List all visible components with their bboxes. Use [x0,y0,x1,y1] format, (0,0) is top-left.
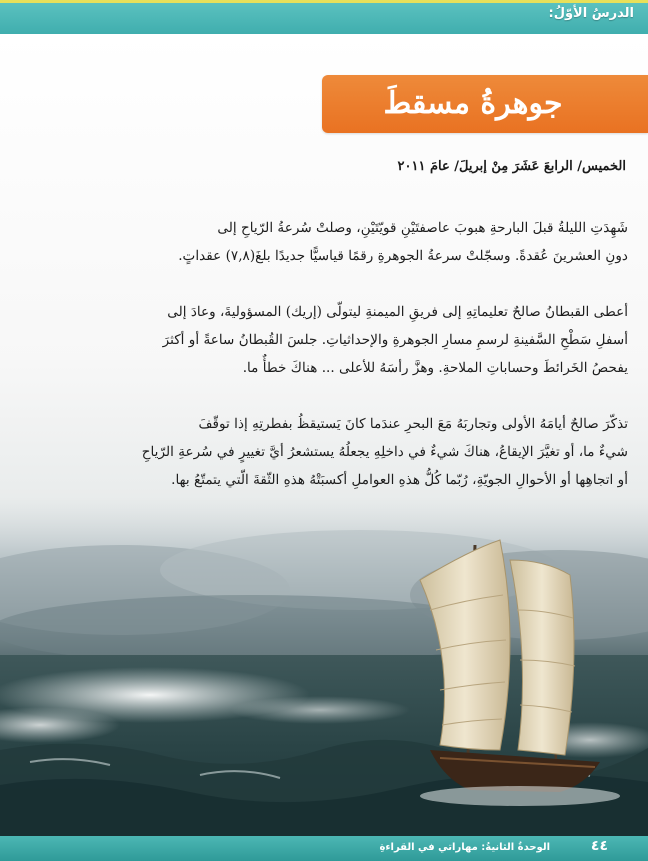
stormy-sea-ship-illustration [0,500,648,840]
text-line: شيءٌ ما، أو تغيَّرَ الإيقاعُ، هناكَ شيءٌ في داخلِهِ يجعلُهُ يستشعرُ أيَّ تغييرٍ في سُرعةِ الرّياحِ [141,444,628,460]
footer-band [0,836,648,861]
text-line: أعطى القبطانُ صالحٌ تعليماتِهِ إلى فريقِ الميمنةِ ليتولّى (إريك) المسؤوليةَ، وعادَ إلى [167,304,628,320]
paragraph-3 [20,410,628,494]
lesson-label: الدرسُ الأوّلُ: [548,6,634,21]
text-line: دونِ العشرينَ عُقدةً. وسجّلتْ سرعةُ الجوهرةِ رقمًا قياسيًّا جديدًا بلغَ(٧,٨) عقداتٍ. [178,248,628,264]
paragraph-1 [20,214,628,270]
text-line: يفحصُ الخَرائطَ وحساباتِ الملاحةِ. وهزَّ رأسَهُ للأعلى ... هناكَ خطأٌ ما. [242,360,628,376]
paragraph-2 [20,298,628,382]
text-line: شَهِدَتِ الليلةُ قبلَ البارحةِ هبوبَ عاصفتَيْنِ قويّتَيْنِ، وصلتْ سُرعةُ الرّياحِ إلى [217,220,628,236]
page-number: ٤٤ [590,838,608,854]
unit-label: الوحدةُ الثانيةُ: مهاراتي في القراءةِ [379,842,550,853]
date-line: الخميس/ الرابعَ عَشَرَ مِنْ إبريلَ/ عامَ ٢٠١١ [397,159,626,174]
text-line: أو اتجاهِها أو الأحوالِ الجويّةِ، رُبّما كُلُّ هذهِ العواملِ أكسبَتْهُ هذهِ الثّقةَ الّتي يتمتّعُ بها. [171,472,628,488]
text-line: أسفلِ سَطْحِ السَّفينةِ لرسمِ مسارِ الجوهرةِ والإحداثياتِ. جلسَ القُبطانُ ساعةً أو أكثرَ [162,332,628,348]
lesson-title: جوهرةُ مسقطَ [383,86,563,121]
text-line: تذكّرَ صالحٌ أيامَهُ الأولى وتجاربَهُ مَعَ البحرِ عندَما كانَ يَستيقظُ بفطرتِهِ إذا توقّفَ [198,416,628,432]
